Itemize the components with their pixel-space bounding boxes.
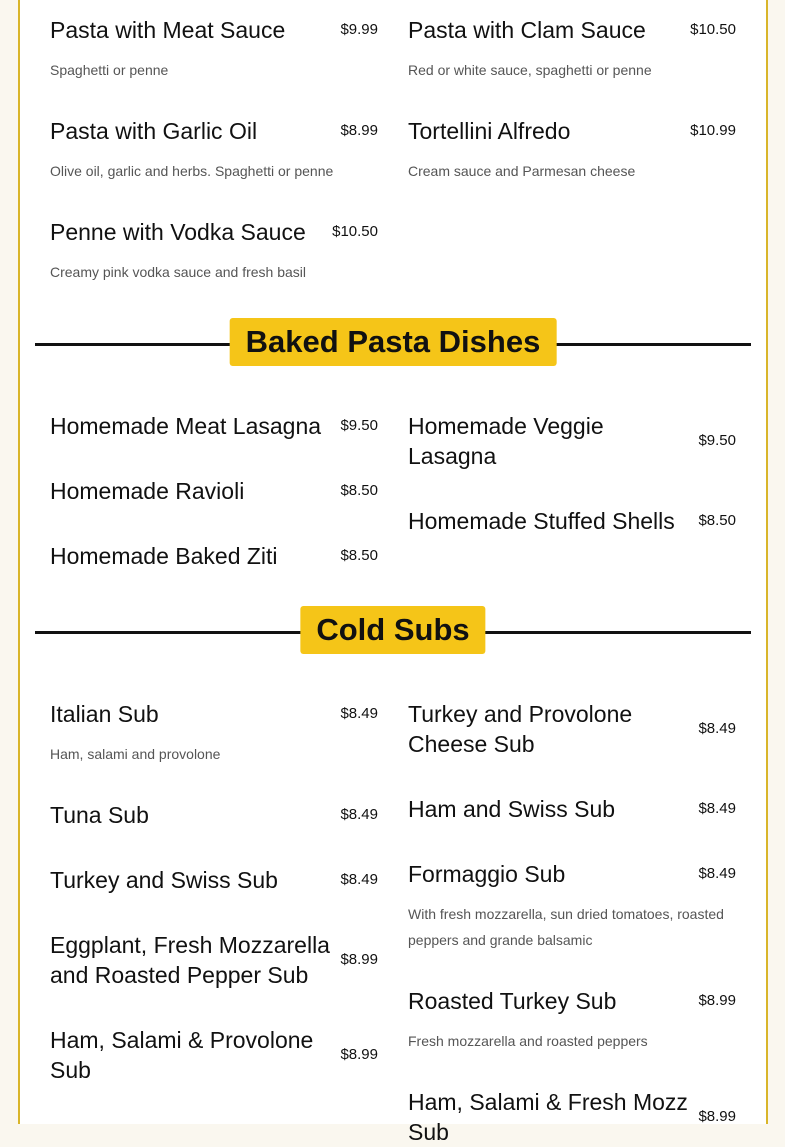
- item-name: Penne with Vodka Sauce: [50, 219, 306, 245]
- cold-subs-right-column: [408, 699, 736, 1147]
- pasta-left-column: [50, 15, 378, 285]
- menu-item: [408, 15, 736, 116]
- item-price: $9.50: [698, 432, 736, 449]
- menu-item: [408, 1087, 736, 1147]
- section-title: Baked Pasta Dishes: [230, 318, 557, 366]
- item-name: Ham, Salami & Provolone Sub: [50, 1027, 314, 1083]
- menu-item: [50, 217, 378, 285]
- item-description: Red or white sauce, spaghetti or penne: [408, 62, 652, 78]
- item-price: $10.99: [690, 122, 736, 139]
- item-name: Tortellini Alfredo: [408, 118, 571, 144]
- menu-item: [408, 986, 736, 1087]
- section-title: Cold Subs: [300, 606, 485, 654]
- item-name: Turkey and Provolone Cheese Sub: [408, 701, 633, 757]
- menu-item: [50, 411, 378, 476]
- baked-right-column: [408, 411, 736, 536]
- item-price: $8.49: [698, 865, 736, 882]
- item-description: Ham, salami and provolone: [50, 746, 221, 762]
- item-price: $8.99: [698, 1108, 736, 1125]
- item-name: Pasta with Meat Sauce: [50, 17, 286, 43]
- item-name: Pasta with Clam Sauce: [408, 17, 646, 43]
- item-name: Ham and Swiss Sub: [408, 796, 616, 822]
- item-name: Homemade Veggie Lasagna: [408, 413, 604, 469]
- menu-item: [50, 699, 378, 800]
- item-description: Spaghetti or penne: [50, 62, 169, 78]
- item-price: $8.99: [340, 122, 378, 139]
- menu-item: [50, 541, 378, 571]
- menu-item: [408, 116, 736, 184]
- item-name: Ham, Salami & Fresh Mozz Sub: [408, 1089, 688, 1145]
- item-price: $8.49: [340, 705, 378, 722]
- menu-item: [50, 15, 378, 116]
- menu-item: [50, 930, 378, 1025]
- cold-subs-left-column: [50, 699, 378, 1085]
- item-price: $8.49: [698, 720, 736, 737]
- menu-item: [50, 1025, 378, 1085]
- item-name: Turkey and Swiss Sub: [50, 867, 278, 893]
- menu-item: [50, 800, 378, 865]
- item-price: $8.99: [340, 1046, 378, 1063]
- item-price: $8.49: [340, 806, 378, 823]
- item-description: With fresh mozzarella, sun dried tomatoes, roasted peppers and grande balsamic: [408, 906, 724, 948]
- item-name: Homemade Meat Lasagna: [50, 413, 322, 439]
- section-header-baked-pasta: [35, 318, 751, 366]
- item-price: $8.50: [340, 482, 378, 499]
- menu-item: [50, 865, 378, 930]
- item-name: Eggplant, Fresh Mozzarella and Roasted Pepper Sub: [50, 932, 330, 988]
- item-price: $10.50: [690, 21, 736, 38]
- item-price: $8.50: [698, 512, 736, 529]
- pasta-right-column: [408, 15, 736, 184]
- item-price: $8.49: [698, 800, 736, 817]
- item-price: $9.50: [340, 417, 378, 434]
- item-description: Olive oil, garlic and herbs. Spaghetti or penne: [50, 163, 334, 179]
- menu-item: [408, 506, 736, 536]
- item-name: Tuna Sub: [50, 802, 149, 828]
- baked-left-column: [50, 411, 378, 571]
- item-name: Homemade Baked Ziti: [50, 543, 278, 569]
- item-price: $8.99: [340, 951, 378, 968]
- item-name: Homemade Stuffed Shells: [408, 508, 675, 534]
- item-name: Formaggio Sub: [408, 861, 566, 887]
- item-price: $8.50: [340, 547, 378, 564]
- item-price: $8.49: [340, 871, 378, 888]
- item-description: Cream sauce and Parmesan cheese: [408, 163, 636, 179]
- menu-item: [408, 794, 736, 859]
- menu-item: [408, 699, 736, 794]
- item-name: Roasted Turkey Sub: [408, 988, 617, 1014]
- item-description: Creamy pink vodka sauce and fresh basil: [50, 264, 307, 280]
- menu-item: [50, 116, 378, 217]
- item-price: $9.99: [340, 21, 378, 38]
- item-name: Italian Sub: [50, 701, 159, 727]
- item-price: $10.50: [332, 223, 378, 240]
- menu-item: [50, 476, 378, 541]
- item-name: Homemade Ravioli: [50, 478, 245, 504]
- item-name: Pasta with Garlic Oil: [50, 118, 258, 144]
- item-description: Fresh mozzarella and roasted peppers: [408, 1033, 648, 1049]
- item-price: $8.99: [698, 992, 736, 1009]
- section-header-cold-subs: [35, 606, 751, 654]
- menu-item: [408, 859, 736, 986]
- menu-item: [408, 411, 736, 506]
